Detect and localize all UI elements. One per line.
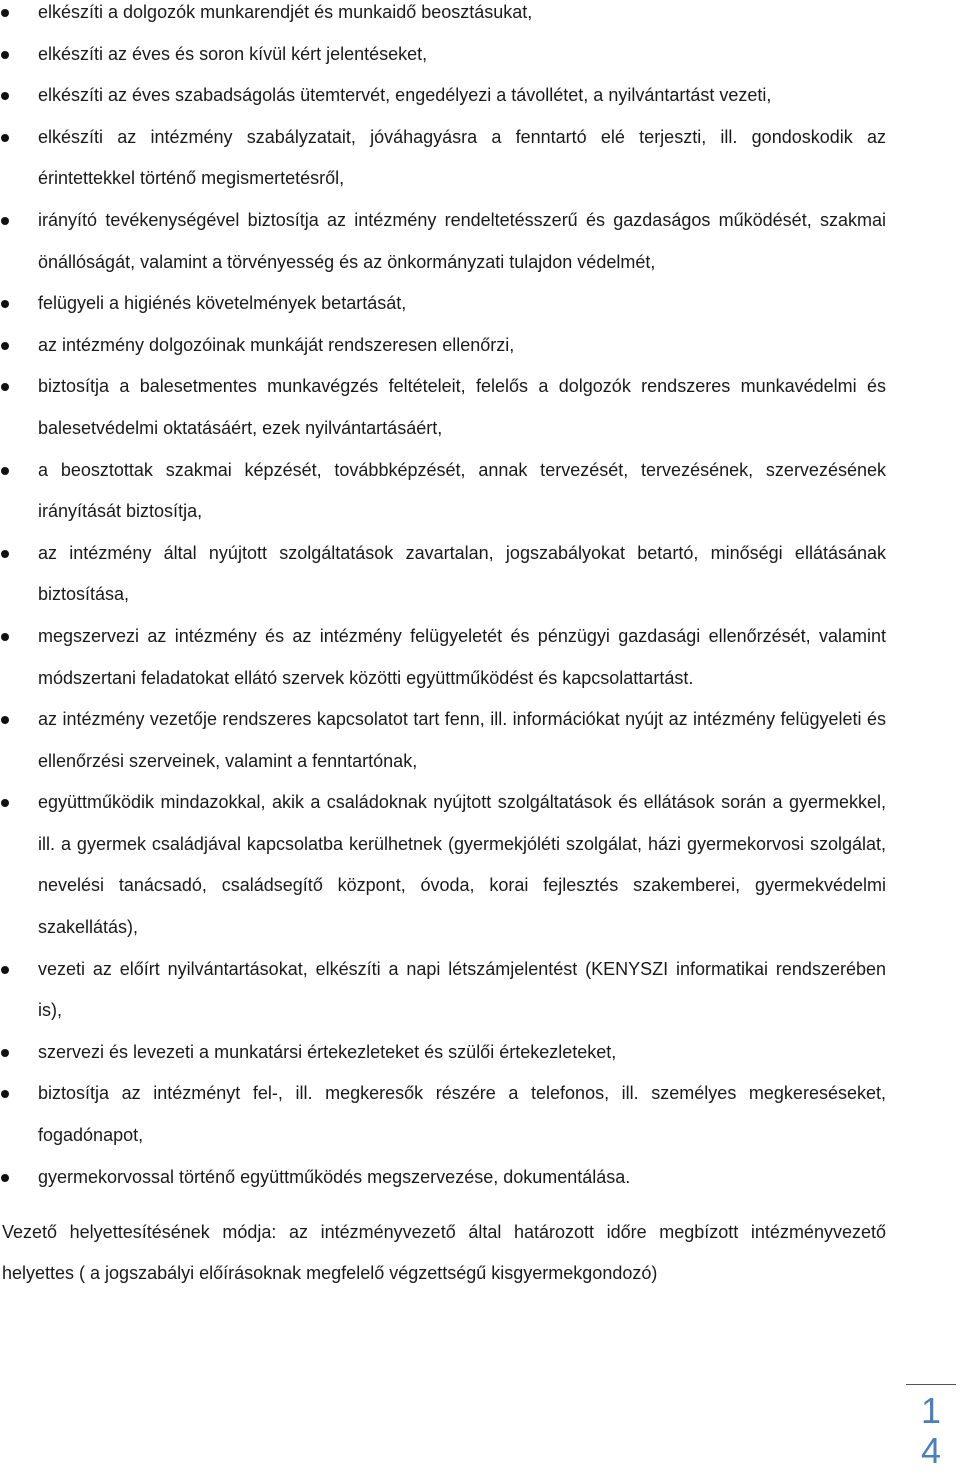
bullet-dot-icon — [1, 383, 9, 391]
list-item — [0, 1157, 886, 1199]
bullet-dot-icon — [1, 217, 9, 225]
substitute-paragraph: Vezető helyettesítésének módja: az intézményvezető által határozott időre megbízott intézményvezető helyettes ( a jogszabályi előírásoknak megfelelő végzettségű kisgyermekgondozó) — [2, 1222, 886, 1283]
list-item-text: szervezi és levezeti a munkatársi értekezleteket és szülői értekezleteket, — [38, 1041, 617, 1062]
list-item — [0, 325, 886, 367]
list-item-text: vezeti az előírt nyilvántartásokat, elkészíti a napi létszámjelentést (KENYSZI informatikai rendszerében is), — [38, 958, 886, 1021]
page-number — [906, 1384, 956, 1471]
bullet-dot-icon — [1, 1090, 9, 1098]
list-item-text: gyermekorvossal történő együttműködés megszervezése, dokumentálása. — [38, 1166, 631, 1187]
list-item-text: felügyeli a higiénés követelmények betartását, — [38, 293, 407, 314]
bullet-dot-icon — [1, 550, 9, 558]
list-item-text: együttműködik mindazokkal, akik a családoknak nyújtott szolgáltatások és ellátások során a gyermekkel, ill. a gyermek családjával kapcsolatba kerülhetnek (gyermekjóléti szolgálat, házi gyermekorvosi szolgálat, nevelési tanácsadó, családsegítő központ, óvoda, korai fejlesztés szakemberei, gyermekvédelmi szakellátás), — [38, 792, 886, 938]
list-item — [0, 450, 886, 533]
list-item-text: biztosítja a balesetmentes munkavégzés feltételeit, felelős a dolgozók rendszeres munkavédelmi és balesetvédelmi oktatásáért, ezek nyilvántartásáért, — [38, 376, 886, 438]
bullet-dot-icon — [1, 1174, 9, 1182]
bullet-dot-icon — [1, 1049, 9, 1057]
list-item — [0, 283, 886, 325]
list-item — [0, 949, 886, 1032]
bullet-dot-icon — [1, 467, 9, 475]
bullet-dot-icon — [1, 342, 9, 350]
bullet-dot-icon — [1, 92, 9, 100]
list-item — [0, 200, 886, 283]
list-item-text: elkészíti az éves és soron kívül kért jelentéseket, — [38, 43, 428, 64]
list-item — [0, 616, 886, 699]
bullet-dot-icon — [1, 799, 9, 807]
list-item-text: az intézmény által nyújtott szolgáltatások zavartalan, jogszabályokat betartó, minőségi ellátásának biztosítása, — [38, 542, 886, 605]
list-item — [0, 782, 886, 948]
list-item-text: az intézmény vezetője rendszeres kapcsolatot tart fenn, ill. információkat nyújt az intézmény felügyeleti és ellenőrzési szerveinek, valamint a fenntartónak, — [38, 709, 886, 771]
list-item — [0, 117, 886, 200]
list-item-text: irányító tevékenységével biztosítja az intézmény rendeltetésszerű és gazdaságos működését, szakmai önállóságát, valamint a törvényesség és az önkormányzati tulajdon védelmét, — [38, 209, 886, 272]
bullet-dot-icon — [1, 633, 9, 641]
list-item — [0, 366, 886, 449]
list-item-text: elkészíti az intézmény szabályzatait, jóváhagyásra a fenntartó elé terjeszti, ill. gondoskodik az érintettekkel történő megismertetésről, — [38, 126, 886, 189]
bullet-dot-icon — [1, 9, 9, 17]
bullet-dot-icon — [1, 134, 9, 142]
bullet-dot-icon — [1, 716, 9, 724]
list-item-text: az intézmény dolgozóinak munkáját rendszeresen ellenőrzi, — [38, 334, 515, 355]
list-item — [0, 1073, 886, 1156]
list-item — [0, 34, 886, 76]
bullet-dot-icon — [1, 966, 9, 974]
list-item-text: elkészíti az éves szabadságolás ütemtervét, engedélyezi a távollétet, a nyilvántartást vezeti, — [38, 85, 772, 106]
list-item — [0, 0, 886, 34]
list-item — [0, 699, 886, 782]
list-item — [0, 1032, 886, 1074]
list-item — [0, 75, 886, 117]
list-item-text: a beosztottak szakmai képzését, továbbképzését, annak tervezését, tervezésének, szervezésének irányítását biztosítja, — [38, 459, 886, 522]
bullet-dot-icon — [1, 51, 9, 59]
list-item-text: elkészíti a dolgozók munkarendjét és munkaidő beosztásukat, — [38, 2, 533, 22]
page-number-digit: 1 — [920, 1390, 942, 1431]
list-item — [0, 533, 886, 616]
list-item-text: megszervezi az intézmény és az intézmény felügyeletét és pénzügyi gazdasági ellenőrzését, valamint módszertani feladatokat ellátó szervek közötti együttműködést és kapcsolattartást. — [38, 625, 886, 688]
bullet-dot-icon — [1, 300, 9, 308]
page-number-digit: 4 — [920, 1430, 942, 1471]
list-item-text: biztosítja az intézményt fel-, ill. megkeresők részére a telefonos, ill. személyes megkereséseket, fogadónapot, — [38, 1083, 886, 1146]
